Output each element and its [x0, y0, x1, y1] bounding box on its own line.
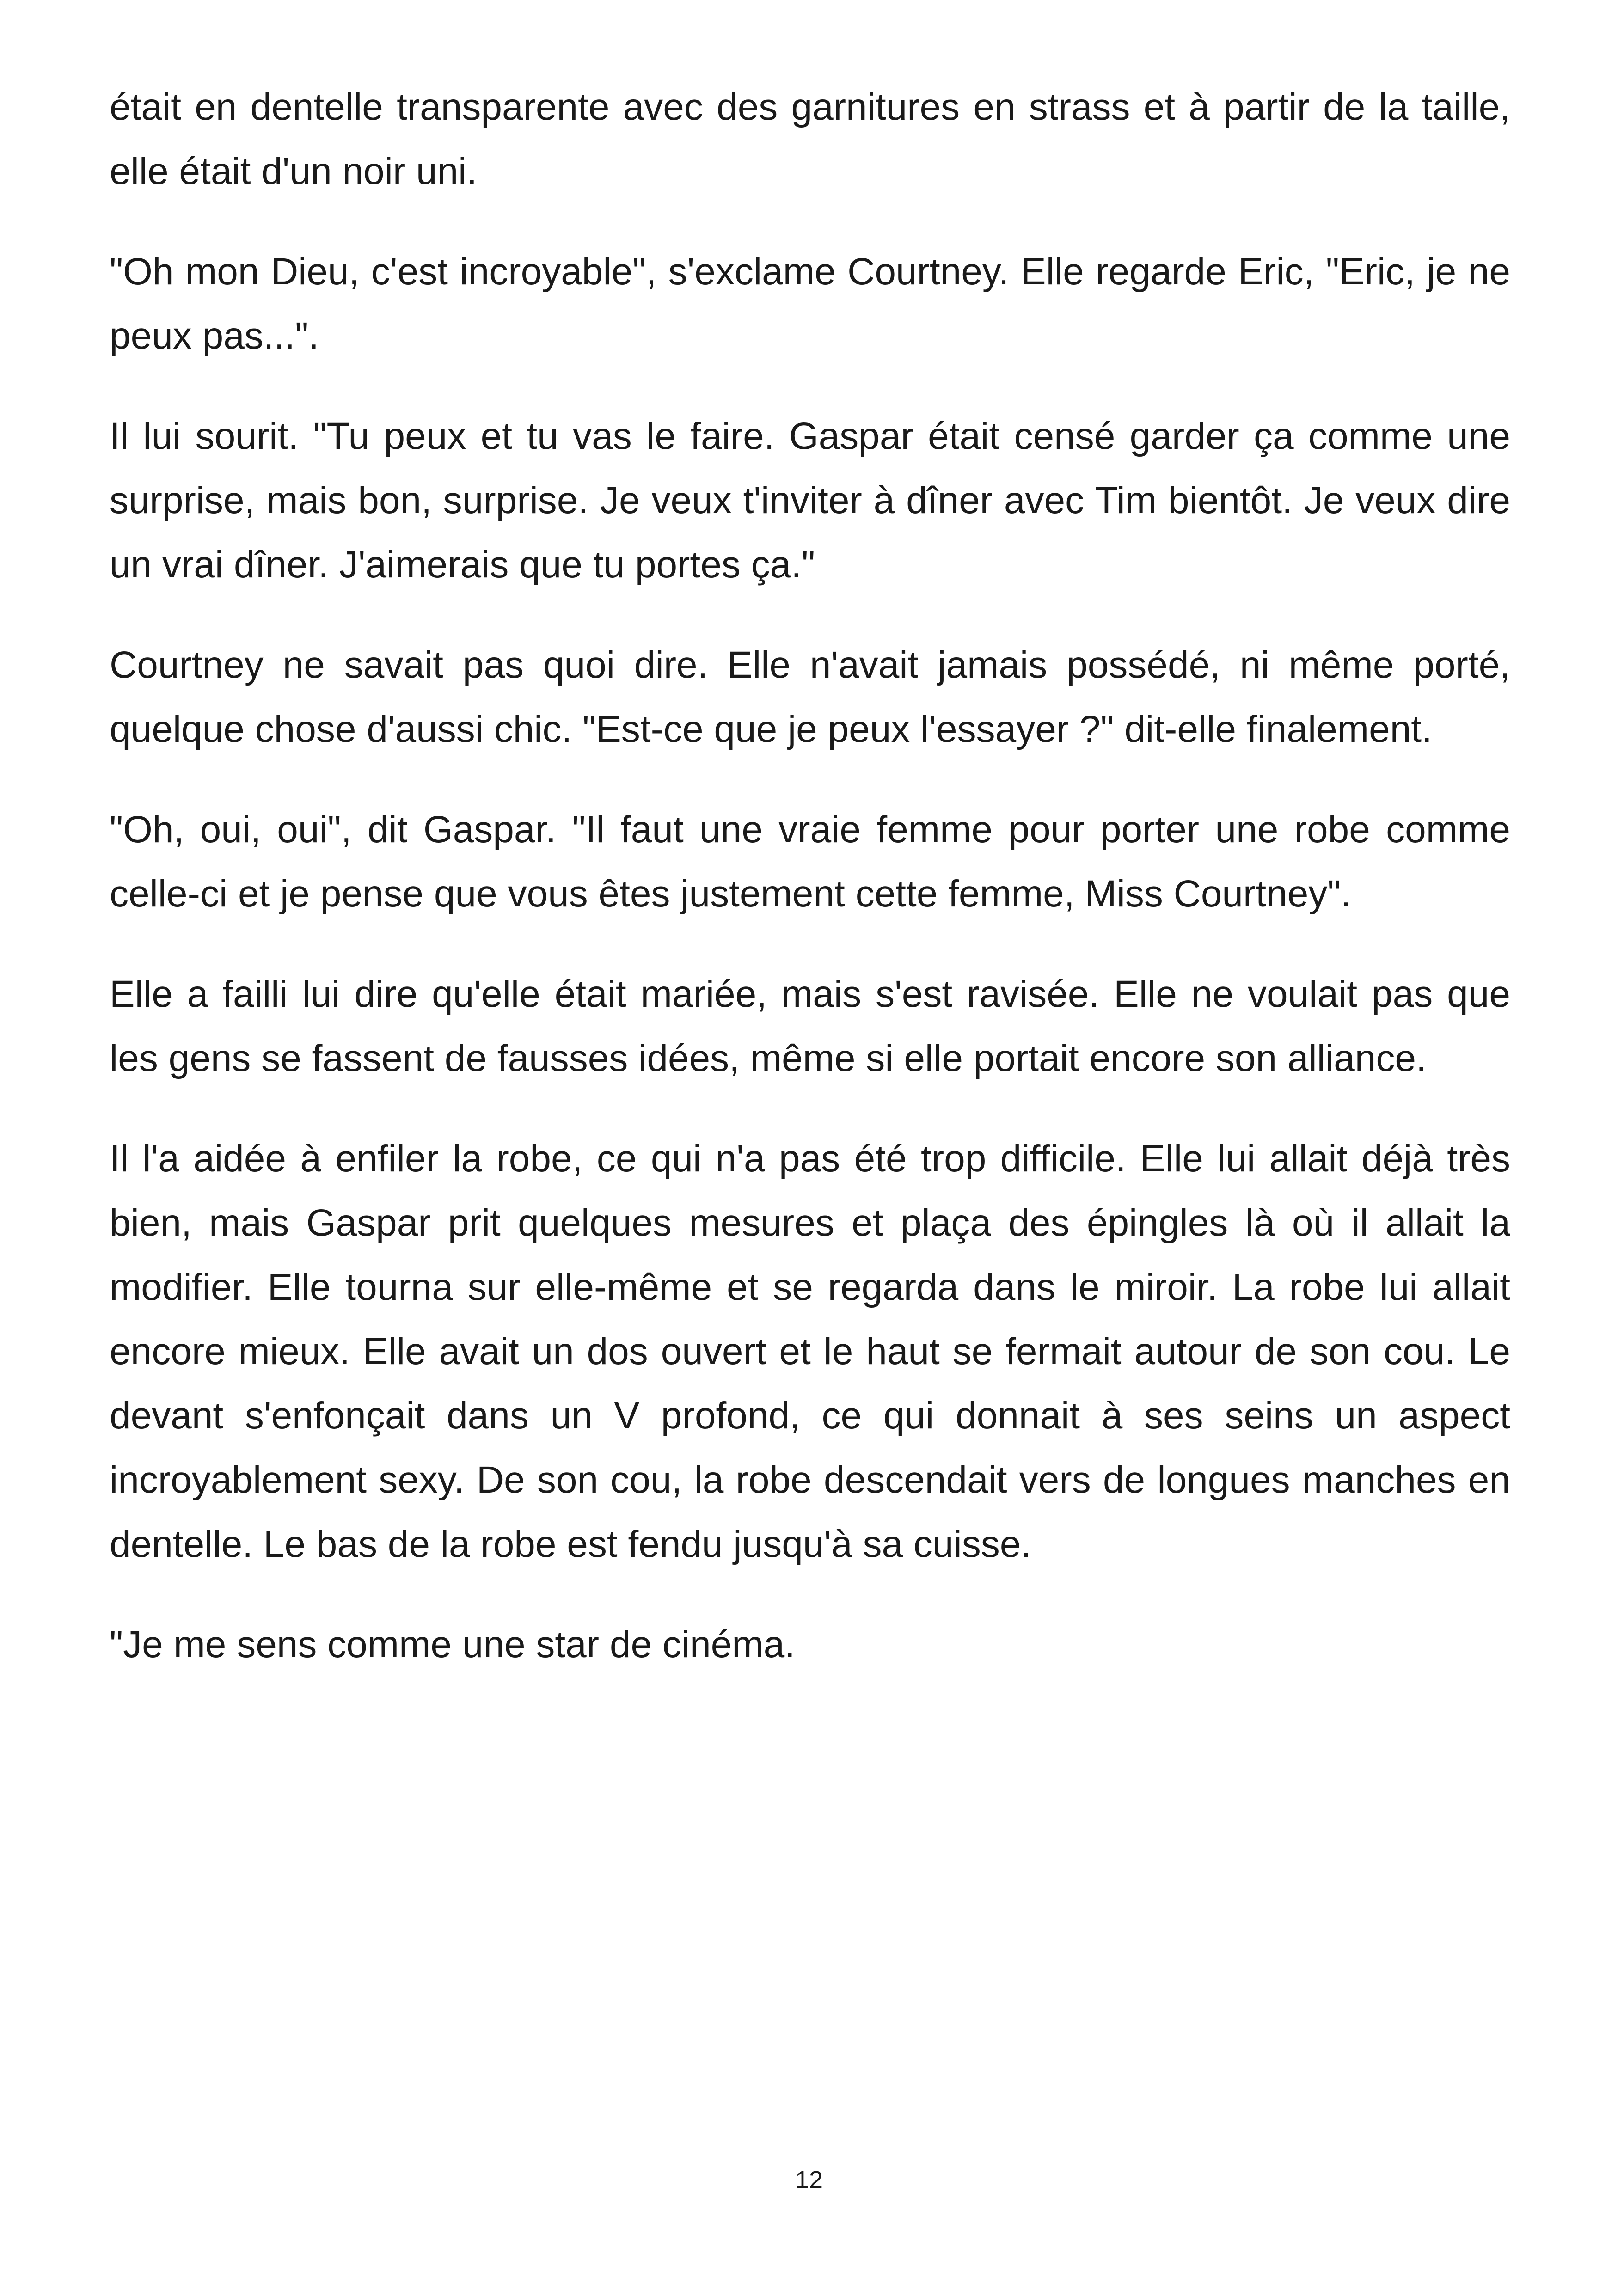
paragraph: était en dentelle transparente avec des garnitures en strass et à partir de la taille, elle était d'un noir uni. — [110, 86, 1510, 192]
page-number: 12 — [795, 2166, 823, 2194]
paragraph: Elle a failli lui dire qu'elle était mariée, mais s'est ravisée. Elle ne voulait pas que les gens se fassent de fausses idées, même si elle portait encore son alliance. — [110, 973, 1510, 1079]
paragraph: Courtney ne savait pas quoi dire. Elle n'avait jamais possédé, ni même porté, quelque chose d'aussi chic. "Est-ce que je peux l'essayer ?" dit-elle finalement. — [110, 644, 1510, 750]
paragraph: Il lui sourit. "Tu peux et tu vas le faire. Gaspar était censé garder ça comme une surprise, mais bon, surprise. Je veux t'inviter à dîner avec Tim bientôt. Je veux dire un vrai dîner. J'aimerais que tu portes ça." — [110, 415, 1510, 586]
paragraph: "Oh, oui, oui", dit Gaspar. "Il faut une vraie femme pour porter une robe comme celle-ci et je pense que vous êtes justement cette femme, Miss Courtney". — [110, 808, 1510, 915]
paragraph: Il l'a aidée à enfiler la robe, ce qui n'a pas été trop difficile. Elle lui allait déjà très bien, mais Gaspar prit quelques mesures et plaça des épingles là où il allait la modifier. Elle tourna sur elle-même et se regarda dans le miroir. La robe lui allait encore mieux. Elle avait un dos ouvert et le haut se fermait autour de son cou. Le devant s'enfonçait dans un V profond, ce qui donnait à ses seins un aspect incroyablement sexy. De son cou, la robe descendait vers de longues manches en dentelle. Le bas de la robe est fendu jusqu'à sa cuisse. — [110, 1138, 1510, 1565]
paragraph: "Oh mon Dieu, c'est incroyable", s'exclame Courtney. Elle regarde Eric, "Eric, je ne peux pas...". — [110, 251, 1510, 357]
body-text — [110, 75, 1510, 1713]
paragraph: "Je me sens comme une star de cinéma. — [110, 1623, 795, 1665]
